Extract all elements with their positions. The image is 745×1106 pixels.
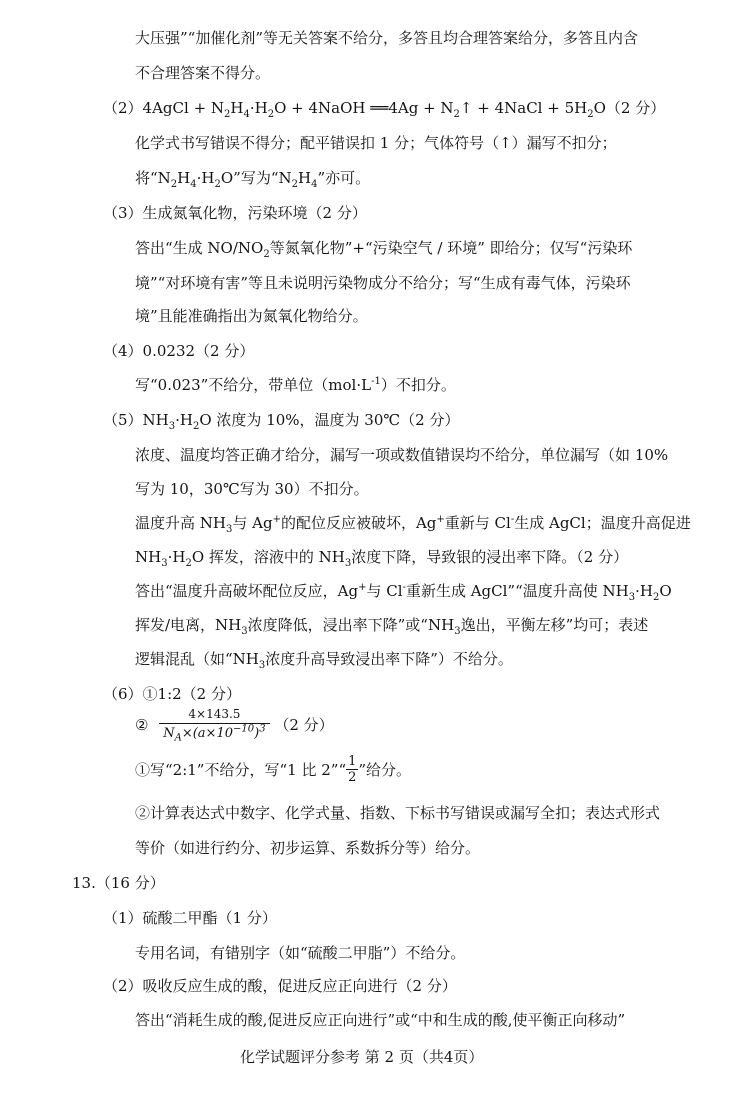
one-half-fraction: $\frac{1}{2}$: [348, 754, 357, 785]
question-13-2: （2）吸收反应生成的酸，促进反应正向进行（2 分）: [103, 977, 457, 995]
text-line: 境”且能准确指出为氮氧化物给分。: [135, 307, 368, 325]
text-line: 温度升高 $NH_3$与 Ag+的配位反应被破坏，Ag+重新与 Cl-生成 AgCl；温度升高促进: [135, 514, 691, 535]
text-line: 答出“生成 $NO/NO_2$等氮氧化物”+“污染空气 / 环境” 即给分；仅写“污染环: [135, 239, 633, 260]
page-footer: 化学试题评分参考 第 2 页（共4页）: [240, 1048, 484, 1066]
text-line: 答出“消耗生成的酸,促进反应正向进行”或“中和生成的酸,使平衡正向移动”: [135, 1011, 626, 1029]
question-13-1: （1）硫酸二甲酯（1 分）: [103, 909, 277, 927]
text-line: 逻辑混乱（如“$NH_3$浓度升高导致浸出率下降”）不给分。: [135, 650, 513, 671]
text-line: 化学式书写错误不得分；配平错误扣 1 分；气体符号（↑）漏写不扣分；: [135, 134, 617, 152]
question-5: $(5)NH_3\cdot H_2O$ 浓度为 10%，温度为 30℃（2 分）: [103, 411, 460, 432]
text-line: 专用名词，有错别字（如“硫酸二甲脂”）不给分。: [135, 944, 466, 962]
density-formula-fraction: $\frac{4\times 143.5}{N_A\times(a\times 10^{-10})^3}$: [159, 707, 269, 742]
text-line: $NH_3\cdot H_2O$ 挥发，溶液中的 $NH_3$浓度下降，导致银的浸出率下降。（2 分）: [135, 548, 629, 569]
text-line: 不合理答案不得分。: [135, 64, 271, 82]
question-3: （3）生成氮氧化物，污染环境（2 分）: [103, 204, 367, 222]
text-line: ②计算表达式中数字、化学式量、指数、下标书写错误或漏写全扣；表达式形式: [135, 804, 661, 822]
text-line: 等价（如进行约分、初步运算、系数拆分等）给分。: [135, 839, 481, 857]
text-line: ①写“2:1”不给分，写“1 比 2”“ $\frac{1}{2}$ ”给分。: [135, 754, 412, 785]
question-2-equation: （2）4AgCl + $N_2H_4\cdot H_2O$ + 4NaOH ══4Ag + $N_2↑$ + 4NaCl + $5H_2O(2$ 分）: [103, 99, 666, 120]
formula-line: ② $\frac{4\times 143.5}{N_A\times(a\times 10^{-10})^3}$ （2 分）: [135, 707, 334, 744]
text-line: 挥发/电离，$NH_3$浓度降低，浸出率下降”或“$NH_3$逸出，平衡左移”均可；表述: [135, 616, 649, 637]
question-4: （4）0.0232（2 分）: [103, 342, 255, 360]
text-line: 写为 10，30℃写为 30）不扣分。: [135, 480, 369, 498]
text-line: 将“$N_2H_4\cdot H_2O$”写为“$N_2H_4$”亦可。: [135, 169, 371, 190]
text-line: 答出“温度升高破坏配位反应，Ag+与 Cl-重新生成 AgCl”“温度升高使 $NH_3\cdot H_2O$: [135, 582, 672, 603]
text-line: 写“0.023”不给分，带单位$(mol\cdot L^{-1})$不扣分。: [135, 376, 456, 394]
text-line: 境”“对环境有害”等且未说明污染物成分不给分；写“生成有毒气体，污染环: [135, 274, 631, 292]
text-line: 大压强”“加催化剂”等无关答案不给分，多答且均合理答案给分，多答且内含: [135, 29, 639, 47]
question-13-heading: 13.（16 分）: [72, 874, 165, 892]
text-line: 浓度、温度均答正确才给分，漏写一项或数值错误均不给分，单位漏写（如 10%: [135, 446, 669, 464]
question-6: （6）①1:2（2 分）: [103, 685, 241, 703]
